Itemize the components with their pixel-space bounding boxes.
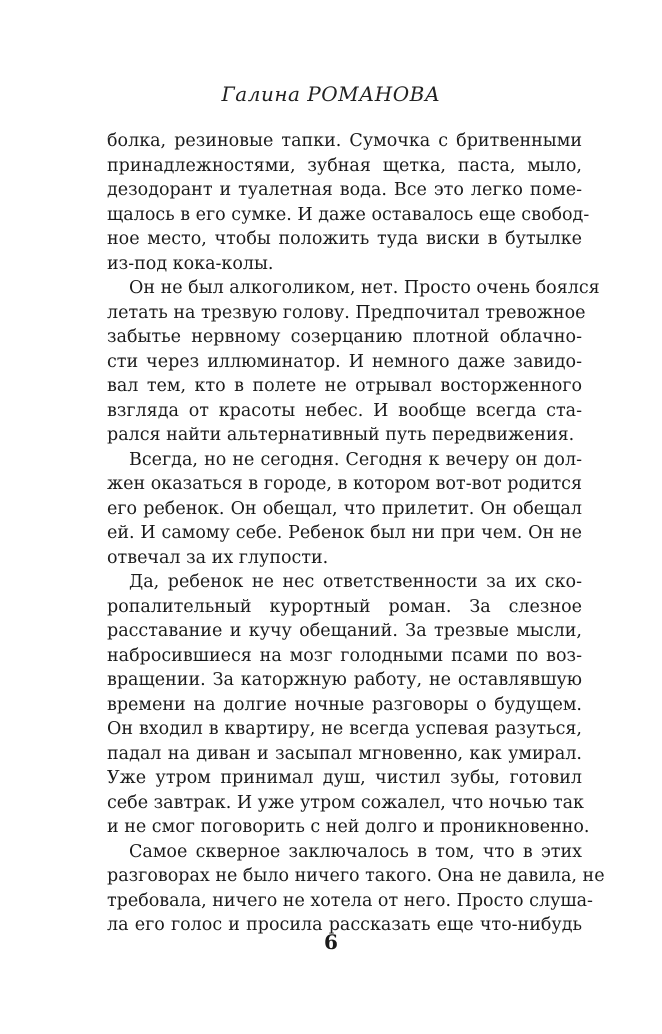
text-line: ей. И самому себе. Ребенок был ни при чем. Он не xyxy=(107,523,582,543)
text-line: рался найти альтернативный путь передвижения. xyxy=(107,425,575,445)
text-line: летать на трезвую голову. Предпочитал тревожное xyxy=(107,302,586,323)
text-line: жен оказаться в городе, в котором вот-вот родится xyxy=(107,474,582,494)
text-line: принадлежностями, зубная щетка, паста, мыло, xyxy=(107,155,582,176)
text-line: отвечал за их глупости. xyxy=(107,547,329,568)
text-line: его ребенок. Он обещал, что прилетит. Он обещал xyxy=(107,498,582,519)
text-line: вращении. За каторжную работу, не оставлявшую xyxy=(107,670,582,690)
text-line: сти через иллюминатор. И немного даже завидо- xyxy=(107,351,582,372)
text-line: Да, ребенок не нес ответственности за их ско- xyxy=(129,572,582,592)
text-line: ное место, чтобы положить туда виски в бутылке xyxy=(107,229,582,249)
text-line: взгляда от красоты небес. И вообще всегда ста- xyxy=(107,400,582,421)
text-line: Самое скверное заключалось в том, что в этих xyxy=(129,841,582,862)
text-line: из-под кока-колы. xyxy=(107,253,274,274)
text-line: дезодорант и туалетная вода. Все это легко поме- xyxy=(107,180,582,200)
text-line: Уже утром принимал душ, чистил зубы, готовил xyxy=(107,768,582,788)
text-line: болка, резиновые тапки. Сумочка с бритвенными xyxy=(107,131,582,151)
text-line: ла его голос и просила рассказать еще что-нибудь xyxy=(107,915,582,935)
text-line: ропалительный курортный роман. За слезное xyxy=(107,596,582,617)
text-line: набросившиеся на мозг голодными псами по воз- xyxy=(107,645,582,666)
body-text xyxy=(107,129,605,938)
text-line: забытье нервному созерцанию плотной облачно- xyxy=(107,327,582,347)
text-line: расставание и кучу обещаний. За трезвые мысли, xyxy=(107,621,582,641)
text-line: Он входил в квартиру, не всегда успевая разуться, xyxy=(107,719,582,739)
text-line: времени на долгие ночные разговоры о будущем. xyxy=(107,694,582,715)
text-line: Всегда, но не сегодня. Сегодня к вечеру он дол- xyxy=(129,449,582,470)
text-line: требовала, ничего не хотела от него. Просто слуша- xyxy=(107,890,593,911)
text-line: щалось в его сумке. И даже оставалось еще свобод- xyxy=(107,204,590,225)
running-header: Галина РОМАНОВА xyxy=(221,82,441,106)
text-line: вал тем, кто в полете не отрывал восторженного xyxy=(107,376,582,396)
text-line: разговорах не было ничего такого. Она не давила, не xyxy=(107,866,605,886)
text-line: себе завтрак. И уже утром сожалел, что ночью так xyxy=(107,792,584,813)
text-line: и не смог поговорить с ней долго и проникновенно. xyxy=(107,817,590,837)
text-line: Он не был алкоголиком, нет. Просто очень боялся xyxy=(129,278,600,298)
page-number: 6 xyxy=(324,930,338,954)
text-line: падал на диван и засыпал мгновенно, как умирал. xyxy=(107,743,582,764)
